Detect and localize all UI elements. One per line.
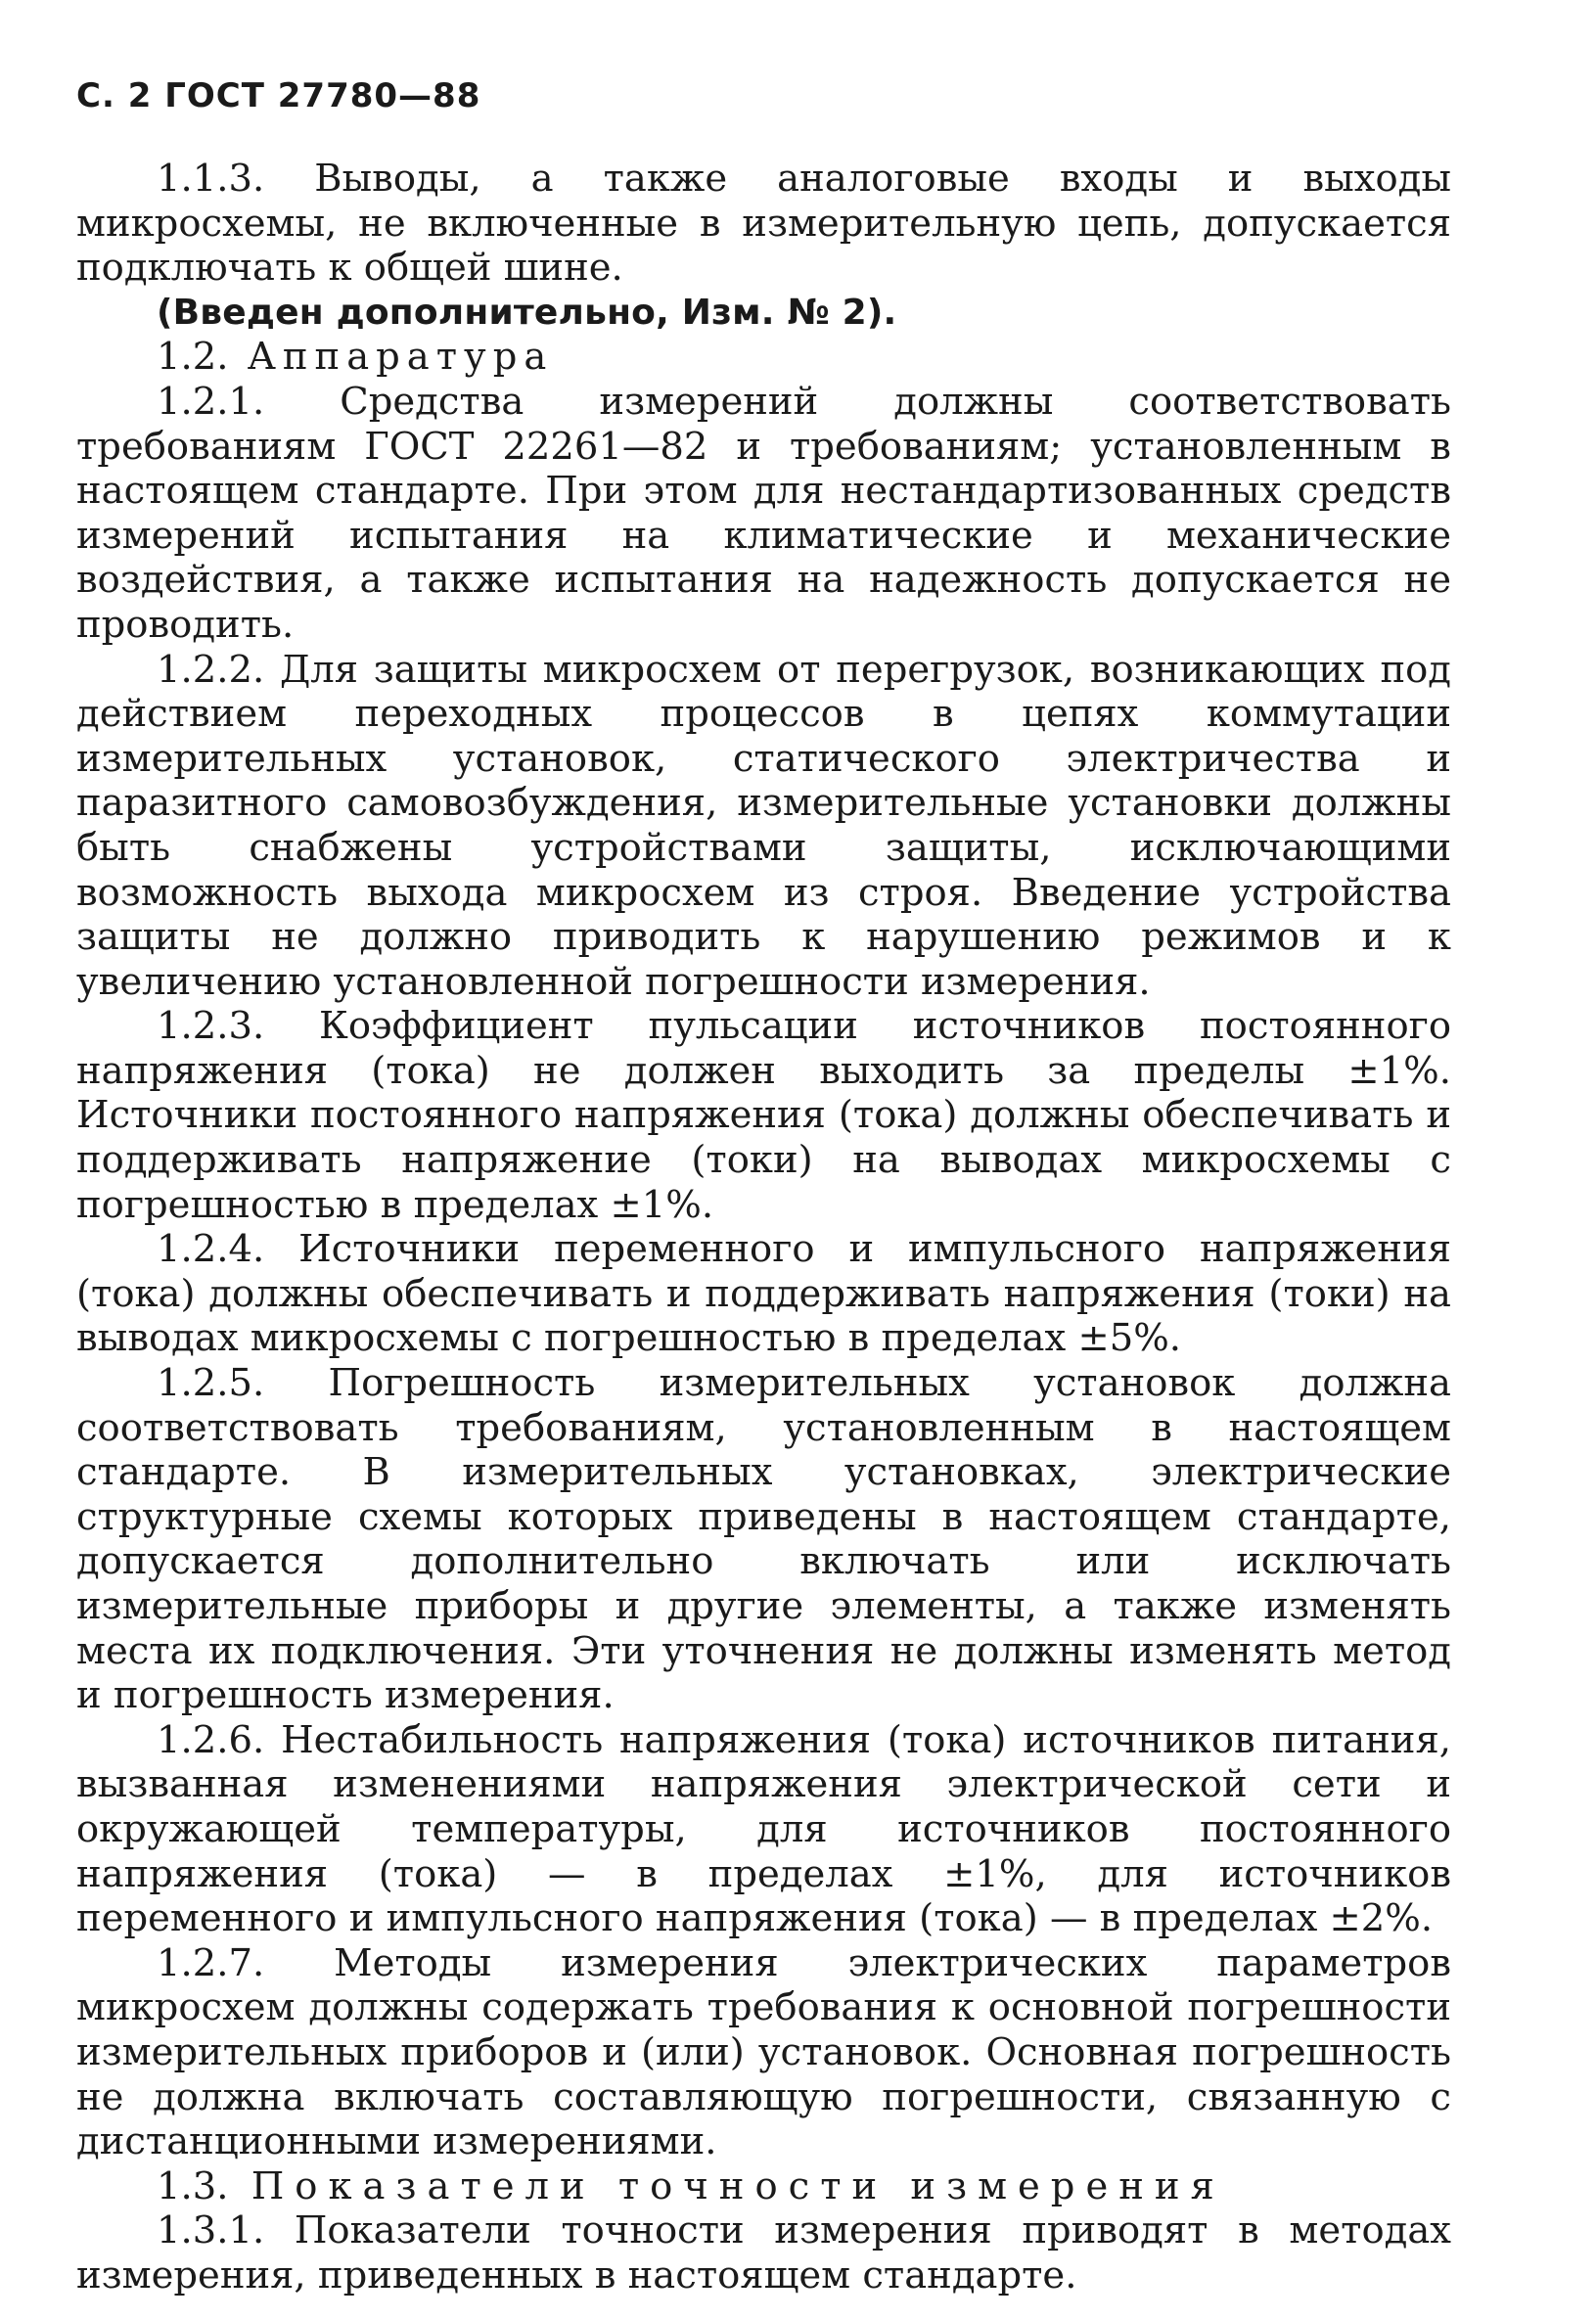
section-number-1-2: 1.2. <box>157 335 229 380</box>
section-heading-1-2 <box>76 335 1451 380</box>
section-title-1-3: Показатели точности измерения <box>251 2163 1225 2208</box>
paragraph-1-2-4: 1.2.4. Источники переменного и импульсного напряжения (тока) должны обеспечивать и поддерживать напряжения (токи) на выводах микросхемы с погрешностью в пределах ±5%. <box>76 1227 1451 1361</box>
paragraph-1-2-1: 1.2.1. Средства измерений должны соответствовать требованиям ГОСТ 22261—82 и требованиям; установленным в настоящем стандарте. При этом для нестандартизованных средств измерений испытания на климатические и механические воздействия, а также испытания на надежность допускается не проводить. <box>76 379 1451 647</box>
amendment-note: (Введен дополнительно, Изм. № 2). <box>157 292 897 333</box>
paragraph-1-2-6: 1.2.6. Нестабильность напряжения (тока) источников питания, вызванная изменениями напряжения электрической сети и окружающей температуры, для источников постоянного напряжения (тока) — в пределах ±1%, для источников переменного и импульсного напряжения (тока) — в пределах ±2%. <box>76 1717 1451 1941</box>
section-number-1-3: 1.3. <box>157 2163 229 2208</box>
paragraph-1-3-1: 1.3.1. Показатели точности измерения приводят в методах измерения, приведенных в настоящем стандарте. <box>76 2208 1451 2297</box>
document-body <box>76 157 1451 2298</box>
paragraph-1-1-3: 1.1.3. Выводы, а также аналоговые входы и выходы микросхемы, не включенные в измерительную цепь, допускается подключать к общей шине. <box>76 157 1451 291</box>
paragraph-1-2-2: 1.2.2. Для защиты микросхем от перегрузок, возникающих под действием переходных процессов в цепях коммутации измерительных установок, статического электричества и паразитного самовозбуждения, измерительные установки должны быть снабжены устройствами защиты, исключающими возможность выхода микросхем из строя. Введение устройства защиты не должно приводить к нарушению режимов и к увеличению установленной погрешности измерения. <box>76 647 1451 1004</box>
section-heading-1-3 <box>76 2164 1451 2209</box>
paragraph-1-2-5: 1.2.5. Погрешность измерительных установок должна соответствовать требованиям, установленным в настоящем стандарте. В измерительных установках, электрические структурные схемы которых приведены в настоящем стандарте, допускается дополнительно включать или исключать измерительные приборы и другие элементы, а также изменять места их подключения. Эти уточнения не должны изменять метод и погрешность измерения. <box>76 1361 1451 1718</box>
paragraph-1-2-3: 1.2.3. Коэффициент пульсации источников постоянного напряжения (тока) не должен выходить за пределы ±1%. Источники постоянного напряжения (тока) должны обеспечивать и поддерживать напряжение (токи) на выводах микросхемы с погрешностью в пределах ±1%. <box>76 1004 1451 1227</box>
page-header: С. 2 ГОСТ 27780—88 <box>76 76 481 115</box>
section-title-1-2: Аппаратура <box>247 335 554 380</box>
paragraph-1-2-7: 1.2.7. Методы измерения электрических параметров микросхем должны содержать требования к основной погрешности измерительных приборов и (или) установок. Основная погрешность не должна включать составляющую погрешности, связанную с дистанционными измерениями. <box>76 1940 1451 2164</box>
